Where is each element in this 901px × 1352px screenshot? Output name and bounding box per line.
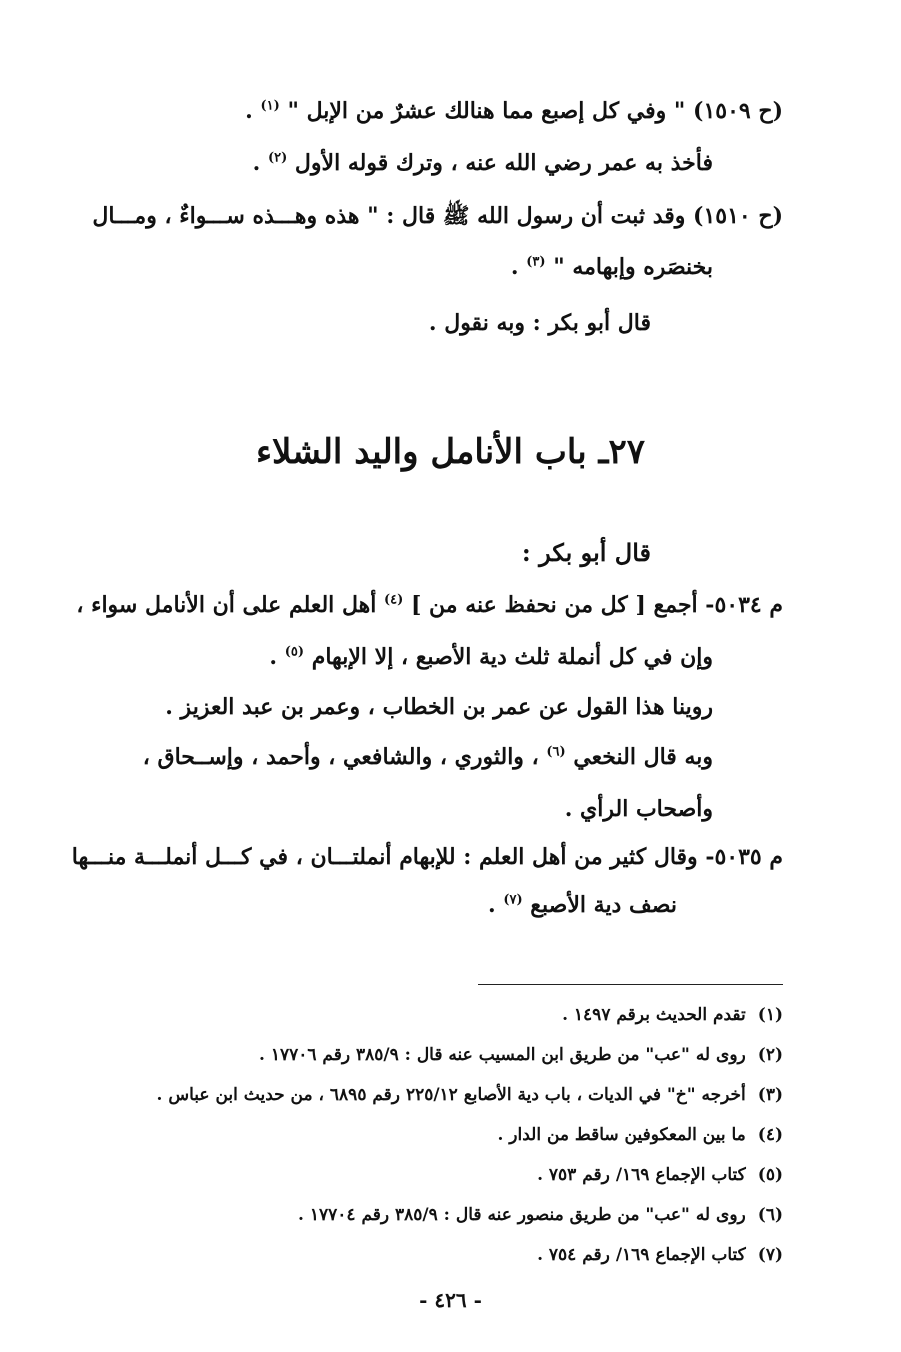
masala-5035-text: م ٥٠٣٥- وقال كثير من أهل العلم : للإبهام أنملتـــان ، في كـــل أنملـــة منـــها xyxy=(71,844,783,870)
footnote-ref: (٢) xyxy=(267,150,288,166)
abu-bakr-label: قال أبو بكر : xyxy=(521,538,651,567)
footnote-item xyxy=(497,1125,783,1145)
hadith-ref: (ح ١٥٠٩) xyxy=(693,98,783,124)
footnote-text: تقدم الحديث برقم ١٤٩٧ . xyxy=(562,1005,746,1025)
footnote-ref: (٦) xyxy=(546,744,566,760)
footnote-number: (٤) xyxy=(757,1125,783,1145)
footnote-text: روى له "عب" من طريق منصور عنه قال : ٣٨٥/٩ رقم ١٧٧٠٤ . xyxy=(298,1205,746,1225)
nakhai-line1 xyxy=(143,744,713,770)
period: . xyxy=(269,644,278,670)
period: . xyxy=(245,98,253,124)
footnote-text: كتاب الإجماع ١٦٩/ رقم ٧٥٣ . xyxy=(537,1165,746,1185)
riwayat-line: روينا هذا القول عن عمر بن الخطاب ، وعمر بن عبد العزيز . xyxy=(165,694,713,720)
footnote-number: (٦) xyxy=(757,1205,783,1225)
masala-5034-text-2: وإن في كل أنملة ثلث دية الأصبع ، إلا الإبهام xyxy=(311,644,713,670)
footnote-text: كتاب الإجماع ١٦٩/ رقم ٧٥٤ . xyxy=(537,1245,746,1265)
footnote-item xyxy=(537,1165,783,1185)
abu-bakr-statement: قال أبو بكر : وبه نقول . xyxy=(428,310,651,336)
footnote-ref: (٥) xyxy=(284,644,305,660)
period: . xyxy=(252,150,261,176)
footnote-ref: (٧) xyxy=(503,892,523,908)
footnote-text: أخرجه "خ" في الديات ، باب دية الأصابع ٢٢٥/١٢ رقم ٦٨٩٥ ، من حديث ابن عباس . xyxy=(156,1085,746,1105)
footnote-ref: (١) xyxy=(260,98,280,114)
footnote-text: روى له "عب" من طريق ابن المسيب عنه قال : ٣٨٥/٩ رقم ١٧٧٠٦ . xyxy=(258,1045,746,1065)
footnote-item xyxy=(562,1005,783,1025)
period: . xyxy=(487,892,496,918)
footnote-item xyxy=(298,1205,783,1225)
hadith-1510-line1 xyxy=(92,202,783,234)
nakhai-line2: وأصحاب الرأي . xyxy=(564,796,713,822)
masala-5034-line1 xyxy=(76,592,783,618)
footnote-number: (١) xyxy=(757,1005,783,1025)
nakhai-text-a: وبه قال النخعي xyxy=(573,744,713,770)
footnote-ref: (٣) xyxy=(526,254,546,270)
footnote-number: (٥) xyxy=(757,1165,783,1185)
footnote-item xyxy=(157,1085,784,1105)
masala-5034-text-b: أهل العلم على أن الأنامل سواء ، xyxy=(76,592,377,618)
footnote-item xyxy=(537,1245,783,1265)
page-number: - ٤٢٦ - xyxy=(419,1288,482,1312)
masala-5035-line2 xyxy=(488,892,677,918)
hadith-1510-text: (ح ١٥١٠) وقد ثبت أن رسول الله ﷺ قال : " هذه وهـــذه ســـواءٌ ، ومـــال xyxy=(92,203,783,229)
hadith-text: " وفي كل إصبع مما هنالك عشرٌ من الإبل " xyxy=(287,98,686,124)
footnote-number: (٣) xyxy=(757,1085,783,1105)
footnote-ref: (٤) xyxy=(384,592,404,608)
masala-5034-line2 xyxy=(269,644,713,670)
masala-5035-line1 xyxy=(71,844,783,870)
nakhai-text-b: ، والثوري ، والشافعي ، وأحمد ، وإســحاق ، xyxy=(142,744,539,770)
footnote-number: (٢) xyxy=(757,1045,783,1065)
footnote-divider xyxy=(478,984,783,985)
hadith-1509-line xyxy=(245,98,783,124)
period: . xyxy=(510,254,519,280)
footnote-text: ما بين المعكوفين ساقط من الدار . xyxy=(497,1125,746,1145)
masala-5034-text-a: م ٥٠٣٤- أجمع [ كل من نحفظ عنه من ] xyxy=(410,592,783,618)
footnote-number: (٧) xyxy=(757,1245,783,1265)
chapter-title: ٢٧ـ باب الأنامل واليد الشلاء xyxy=(255,432,646,472)
omar-text: فأخذ به عمر رضي الله عنه ، وترك قوله الأول xyxy=(294,150,713,176)
omar-line xyxy=(253,150,713,176)
hadith-1510-text-2: بخنصَره وإبهامه " xyxy=(553,254,713,280)
hadith-1510-line2 xyxy=(511,254,713,280)
footnote-item xyxy=(259,1045,783,1065)
masala-5035-text-2: نصف دية الأصبع xyxy=(530,892,677,918)
